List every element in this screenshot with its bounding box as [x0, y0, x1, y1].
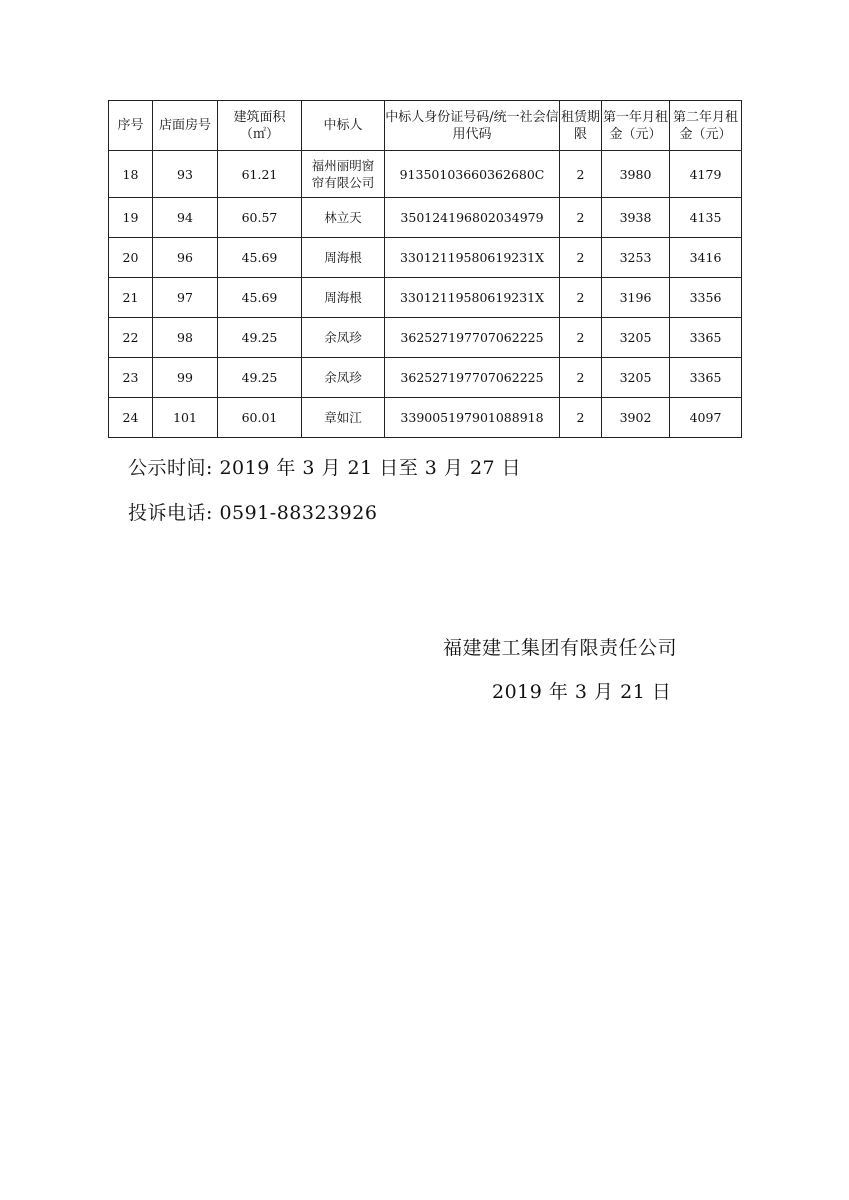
table-cell: 2: [560, 198, 602, 238]
table-cell: 49.25: [218, 358, 302, 398]
header-cell: 建筑面积（㎡）: [218, 101, 302, 151]
table-cell: 3416: [670, 238, 742, 278]
table-cell: 18: [109, 151, 153, 198]
table-cell: 94: [153, 198, 218, 238]
table-cell: 101: [153, 398, 218, 438]
table-cell: 周海根: [302, 238, 385, 278]
table-cell: 3902: [602, 398, 670, 438]
header-cell: 中标人: [302, 101, 385, 151]
table-row: [109, 278, 742, 318]
table-cell: 98: [153, 318, 218, 358]
table-cell: 3205: [602, 358, 670, 398]
table-cell: 91350103660362680C: [385, 151, 560, 198]
table-cell: 福州丽明窗帘有限公司: [302, 151, 385, 198]
table-cell: 339005197901088918: [385, 398, 560, 438]
table-cell: 2: [560, 398, 602, 438]
table-cell: 3356: [670, 278, 742, 318]
table-cell: 2: [560, 151, 602, 198]
table-cell: 林立天: [302, 198, 385, 238]
table-cell: 3196: [602, 278, 670, 318]
table-cell: 23: [109, 358, 153, 398]
table-cell: 章如江: [302, 398, 385, 438]
table-row: [109, 398, 742, 438]
table-cell: 周海根: [302, 278, 385, 318]
table-cell: 3253: [602, 238, 670, 278]
complaint-phone: 投诉电话: 0591-88323926: [128, 502, 378, 524]
table-cell: 3980: [602, 151, 670, 198]
table-cell: 60.57: [218, 198, 302, 238]
table-cell: 4135: [670, 198, 742, 238]
table-row: [109, 151, 742, 198]
table-cell: 19: [109, 198, 153, 238]
table-cell: 4179: [670, 151, 742, 198]
table-cell: 20: [109, 238, 153, 278]
table-cell: 3205: [602, 318, 670, 358]
header-cell: 中标人身份证号码/统一社会信用代码: [385, 101, 560, 151]
table-cell: 余凤珍: [302, 358, 385, 398]
table-cell: 99: [153, 358, 218, 398]
table-row: [109, 318, 742, 358]
table-cell: 2: [560, 278, 602, 318]
issuer-company: 福建建工集团有限责任公司: [443, 637, 678, 659]
table-cell: 2: [560, 358, 602, 398]
table-cell: 3365: [670, 358, 742, 398]
table-cell: 49.25: [218, 318, 302, 358]
header-cell: 序号: [109, 101, 153, 151]
table-cell: 96: [153, 238, 218, 278]
table-cell: 45.69: [218, 278, 302, 318]
award-table: [108, 100, 742, 438]
table-cell: 61.21: [218, 151, 302, 198]
table-row: [109, 198, 742, 238]
table-cell: 362527197707062225: [385, 318, 560, 358]
table-cell: 24: [109, 398, 153, 438]
table-cell: 33012119580619231X: [385, 238, 560, 278]
header-cell: 店面房号: [153, 101, 218, 151]
table-cell: 45.69: [218, 238, 302, 278]
table-row: [109, 358, 742, 398]
table-cell: 362527197707062225: [385, 358, 560, 398]
table-cell: 60.01: [218, 398, 302, 438]
table-cell: 3938: [602, 198, 670, 238]
table-cell: 350124196802034979: [385, 198, 560, 238]
table-cell: 22: [109, 318, 153, 358]
table-row: [109, 238, 742, 278]
header-cell: 租赁期限: [560, 101, 602, 151]
table-cell: 33012119580619231X: [385, 278, 560, 318]
table-cell: 93: [153, 151, 218, 198]
table-cell: 2: [560, 318, 602, 358]
header-cell: 第二年月租金（元）: [670, 101, 742, 151]
table-cell: 21: [109, 278, 153, 318]
notice-period: 公示时间: 2019 年 3 月 21 日至 3 月 27 日: [128, 457, 522, 479]
header-cell: 第一年月租金（元）: [602, 101, 670, 151]
table-cell: 2: [560, 238, 602, 278]
table-cell: 3365: [670, 318, 742, 358]
table-cell: 余凤珍: [302, 318, 385, 358]
table-cell: 4097: [670, 398, 742, 438]
issue-date: 2019 年 3 月 21 日: [492, 681, 672, 703]
table-header-row: [109, 101, 742, 151]
table-cell: 97: [153, 278, 218, 318]
